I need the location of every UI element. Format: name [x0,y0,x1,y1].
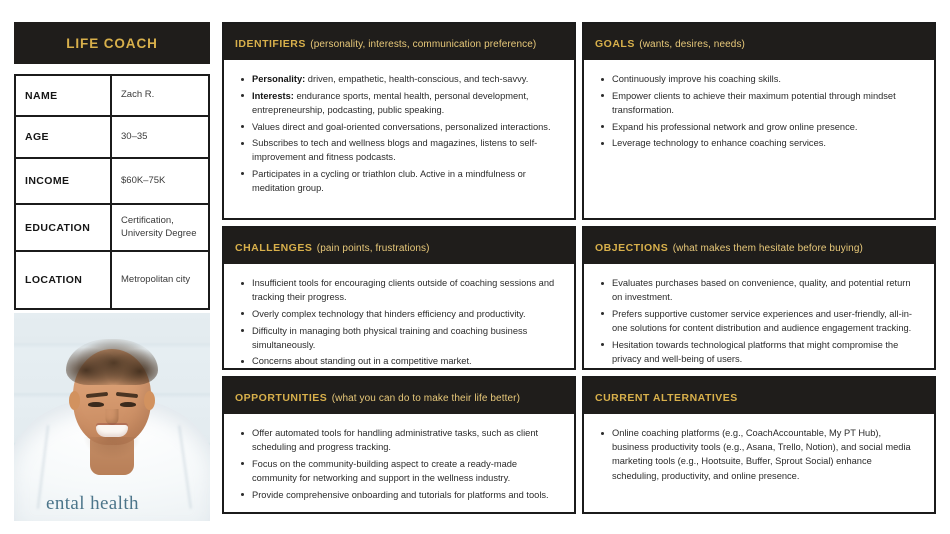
list-item-text: Hesitation towards technological platforms that might compromise the privacy and well-being of users. [612,339,899,364]
section-header [584,228,934,264]
section-header [224,24,574,60]
table-row [15,158,209,204]
list-item-text: Participates in a cycling or triathlon club. Active in a mindfulness or meditation group. [252,168,526,194]
page-title: LIFE COACH [66,35,158,51]
section-goals [582,22,936,220]
photo-ear [144,391,155,410]
list-item-text: Prefers supportive customer service experiences and user-friendly, all-in-one solutions for content distribution and audience engagement tracking. [612,308,913,334]
list-item [611,89,920,117]
persona-title-bar [14,22,210,64]
list-item [251,276,560,304]
list-item-text: Difficulty in managing both physical training and coaching business simultaneously. [252,325,528,350]
list-item [611,276,920,304]
list-item [611,426,920,483]
section-bullet-list [236,276,560,368]
section-bullet-list [596,426,920,483]
section-heading: OBJECTIONS [595,242,669,254]
list-item-text: Concerns about standing out in a competitive market. [252,356,472,367]
section-objections [582,226,936,370]
section-body [224,264,574,368]
photo-eye [120,402,136,407]
section-bullet-list [236,72,560,195]
list-item [611,72,920,86]
section-header [584,378,934,414]
section-header [224,378,574,414]
info-value: $60K–75K [121,174,166,186]
info-label: NAME [15,75,111,116]
section-bullet-list [236,426,560,502]
list-item [251,167,560,195]
list-item-text: Expand his professional network and grow online presence. [612,121,858,132]
list-item-text: Overly complex technology that hinders efficiency and productivity. [252,308,526,319]
section-body [584,414,934,512]
list-item [251,307,560,321]
list-item-text: Offer automated tools for handling administrative tasks, such as client scheduling and progress tracking. [252,428,539,453]
list-item [251,457,560,485]
table-row [15,116,209,158]
section-header [584,24,934,60]
list-item [251,136,560,164]
list-item-text: endurance sports, mental health, personal development, entrepreneurship, podcasting, public speaking. [252,90,529,115]
section-opportunities [222,376,576,514]
info-value: Metropolitan city [121,273,191,285]
persona-photo [14,313,210,521]
section-challenges [222,226,576,370]
list-item-text: Evaluates purchases based on convenience, quality, and potential return on investment. [612,278,911,303]
info-label: INCOME [15,158,111,204]
list-item [251,426,560,454]
section-bullet-list [596,276,920,366]
photo-jaw-shadow [83,437,141,459]
list-item [611,307,920,335]
list-item [611,338,920,366]
info-label: EDUCATION [15,204,111,251]
photo-ear [69,391,80,410]
section-subheading: (pain points, frustrations) [316,243,430,254]
list-item [611,136,920,150]
list-item-text: Values direct and goal-oriented conversations, personalized interactions. [252,121,551,132]
section-heading: IDENTIFIERS [235,38,306,50]
list-item-text: Focus on the community-building aspect to create a ready-made community for networking and support in the wellness industry. [252,458,518,484]
persona-sections-grid [222,22,936,514]
list-item-lead: Interests: [252,90,294,101]
list-item-text: Insufficient tools for encouraging clients outside of coaching sessions and tracking their progress. [252,278,555,303]
section-current-alternatives [582,376,936,514]
list-item [611,120,920,134]
section-heading: CHALLENGES [235,242,313,254]
info-value: Zach R. [121,89,155,101]
section-body [224,60,574,218]
list-item-text: Online coaching platforms (e.g., CoachAccountable, My PT Hub), business productivity tools (e.g., Asana, Trello, Notion), and social media marketing tools (e.g., Hootsuite, Buffer, Sprout Social) enhance scheduling, productivity, and online presence. [612,428,911,481]
persona-summary-column [14,22,210,310]
table-row [15,75,209,116]
list-item-lead: Personality: [252,74,306,85]
section-heading: GOALS [595,38,635,50]
photo-eyebrow [116,392,138,398]
section-subheading: (wants, desires, needs) [639,39,745,50]
info-value: 30–35 [121,130,148,142]
list-item [251,324,560,352]
photo-eyebrow [86,392,108,398]
persona-info-table [14,74,210,310]
section-body [224,414,574,512]
info-label: AGE [15,116,111,158]
section-body [584,60,934,218]
photo-nose [106,409,119,425]
list-item-text: Subscribes to tech and wellness blogs and magazines, listens to self-improvement and fitness podcasts. [252,138,538,163]
section-subheading: (what makes them hesitate before buying) [672,243,863,254]
section-header [224,228,574,264]
section-heading: CURRENT ALTERNATIVES [595,392,738,404]
section-bullet-list [596,72,920,150]
table-row [15,251,209,309]
list-item-text: Leverage technology to enhance coaching services. [612,138,826,149]
list-item-text: driven, empathetic, health-conscious, and tech-savvy. [305,74,529,85]
list-item [251,89,560,117]
section-body [584,264,934,368]
list-item [251,354,560,368]
photo-shirt-text: ental health [46,493,139,514]
section-subheading: (what you can do to make their life better) [331,393,520,404]
section-heading: OPPORTUNITIES [235,392,328,404]
photo-eye [88,402,104,407]
info-value: Certification, University Degree [121,214,197,239]
list-item [251,72,560,86]
list-item [251,488,560,502]
info-label: LOCATION [15,251,111,309]
photo-shirt-fold [178,425,192,508]
section-identifiers [222,22,576,220]
section-subheading: (personality, interests, communication preference) [310,39,537,50]
photo-smile [96,425,128,437]
list-item-text: Continuously improve his coaching skills. [612,74,781,85]
list-item [251,120,560,134]
table-row [15,204,209,251]
list-item-text: Provide comprehensive onboarding and tutorials for platforms and tools. [252,489,549,500]
list-item-text: Empower clients to achieve their maximum potential through mindset transformation. [612,90,896,115]
